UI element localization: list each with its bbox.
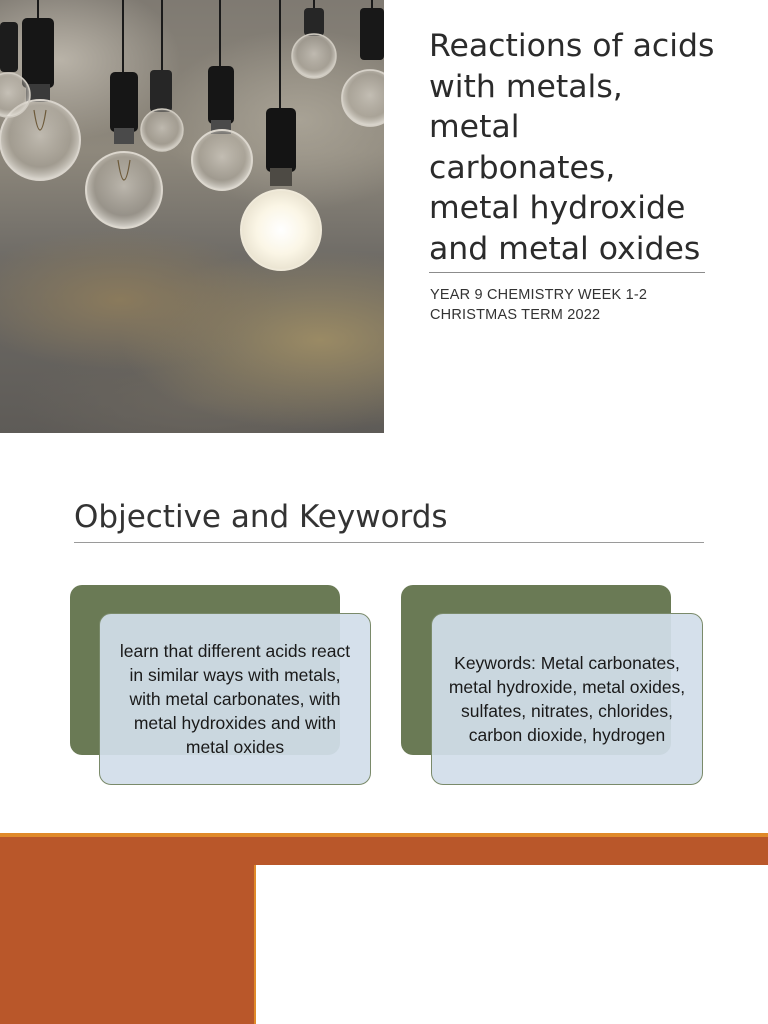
third-slide [0,833,768,1024]
subtitle-line-1: YEAR 9 CHEMISTRY WEEK 1-2 [430,287,648,303]
objective-text: learn that different acids react in similar ways with metals, with metal carbonates, with metal hydroxides and with metal oxides [119,641,351,757]
keywords-text: Keywords: Metal carbonates, metal hydroxide, metal oxides, sulfates, nitrates, chlorides, carbon dioxide, hydrogen [448,653,686,745]
subtitle-line-2: CHRISTMAS TERM 2022 [430,307,601,323]
bulb-4 [192,66,252,190]
objective-heading: Objective and Keywords [74,499,448,535]
content-panel [256,865,768,1024]
slide-subtitle [430,285,730,325]
accent-line [0,833,768,837]
objective-card [99,613,371,785]
hanging-light-bulbs-photo [0,0,384,433]
objective-slide [0,433,768,833]
keywords-card [431,613,703,785]
slide-title: Reactions of acids with metals, metal carbonates, metal hydroxide and metal oxides [429,28,715,267]
title-slide [0,0,768,433]
title-divider [429,272,705,273]
title-block [429,26,729,269]
light-bulbs-illustration [0,0,384,433]
heading-divider [74,542,704,543]
bulb-lit [241,108,321,270]
